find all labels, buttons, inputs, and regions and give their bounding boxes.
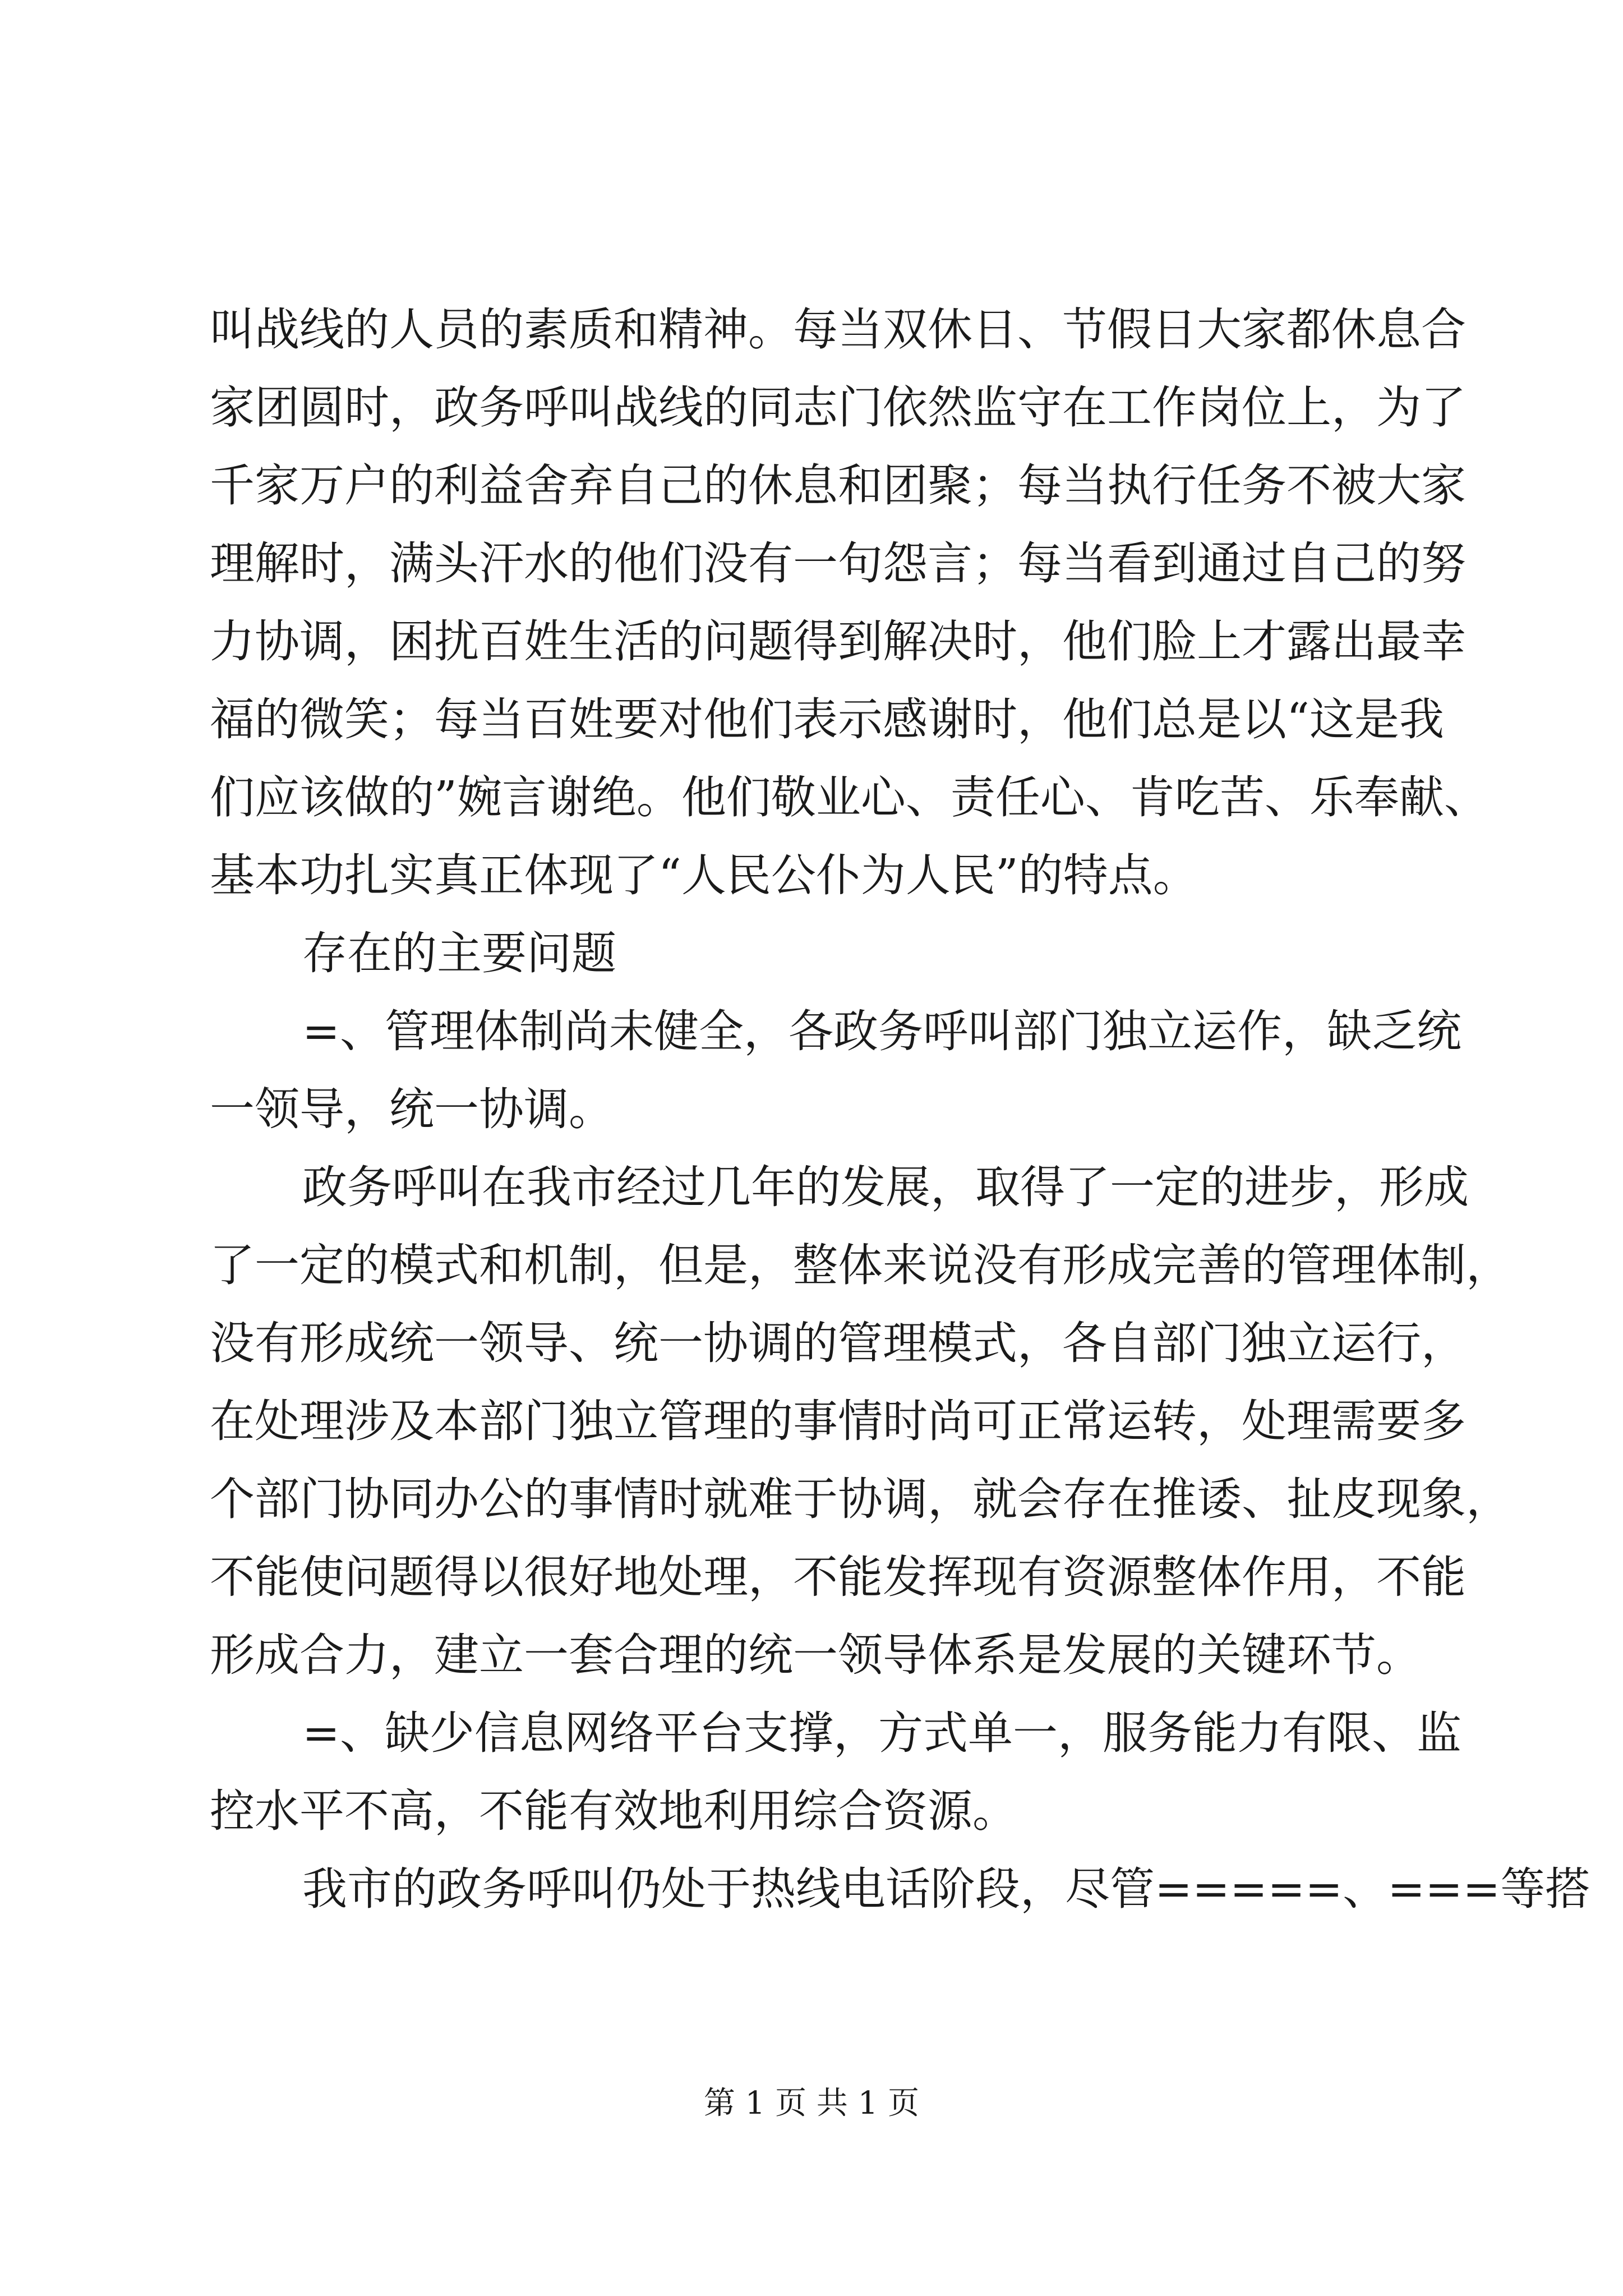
text-line: 了一定的模式和机制，但是，整体来说没有形成完善的管理体制， <box>210 1239 1511 1291</box>
text-line: 一领导，统一协调。 <box>210 1083 614 1135</box>
text-line: 我市的政务呼叫仍处于热线电话阶段，尽管=====、===等搭 <box>302 1863 1590 1915</box>
text-line: 个部门协同办公的事情时就难于协调，就会存在推诿、扯皮现象， <box>210 1473 1511 1525</box>
text-line: 存在的主要问题 <box>302 927 616 979</box>
text-line: =、管理体制尚未健全，各政务呼叫部门独立运作，缺乏统 <box>302 1005 1462 1057</box>
text-line: 在处理涉及本部门独立管理的事情时尚可正常运转，处理需要多 <box>210 1395 1466 1447</box>
text-line: 控水平不高，不能有效地利用综合资源。 <box>210 1785 1017 1837</box>
document-body <box>210 291 1590 1928</box>
text-line: 家团圆时，政务呼叫战线的同志门依然监守在工作岗位上，为了 <box>210 381 1466 434</box>
text-line: 叫战线的人员的素质和精神。每当双休日、节假日大家都休息合 <box>210 303 1466 356</box>
text-line: 理解时，满头汗水的他们没有一句怨言；每当看到通过自己的努 <box>210 537 1466 590</box>
text-line: 基本功扎实真正体现了“人民公仆为人民”的特点。 <box>210 849 1198 901</box>
text-line: 没有形成统一领导、统一协调的管理模式，各自部门独立运行， <box>210 1317 1466 1369</box>
text-line: 形成合力，建立一套合理的统一领导体系是发展的关键环节。 <box>210 1629 1421 1681</box>
text-line: 福的微笑；每当百姓要对他们表示感谢时，他们总是以“这是我 <box>210 693 1444 746</box>
text-line: 力协调，困扰百姓生活的问题得到解决时，他们脸上才露出最幸 <box>210 615 1466 668</box>
text-line: 政务呼叫在我市经过几年的发展，取得了一定的进步，形成 <box>302 1161 1469 1213</box>
page-footer: 第 1 页 共 1 页 <box>703 2085 920 2122</box>
text-line: 不能使问题得以很好地处理，不能发挥现有资源整体作用，不能 <box>210 1551 1466 1603</box>
text-line: 千家万户的利益舍弃自己的休息和团聚；每当执行任务不被大家 <box>210 459 1466 512</box>
text-line: 们应该做的”婉言谢绝。他们敬业心、责任心、肯吃苦、乐奉献、 <box>210 771 1489 823</box>
text-line: =、缺少信息网络平台支撑，方式单一，服务能力有限、监 <box>302 1707 1462 1759</box>
